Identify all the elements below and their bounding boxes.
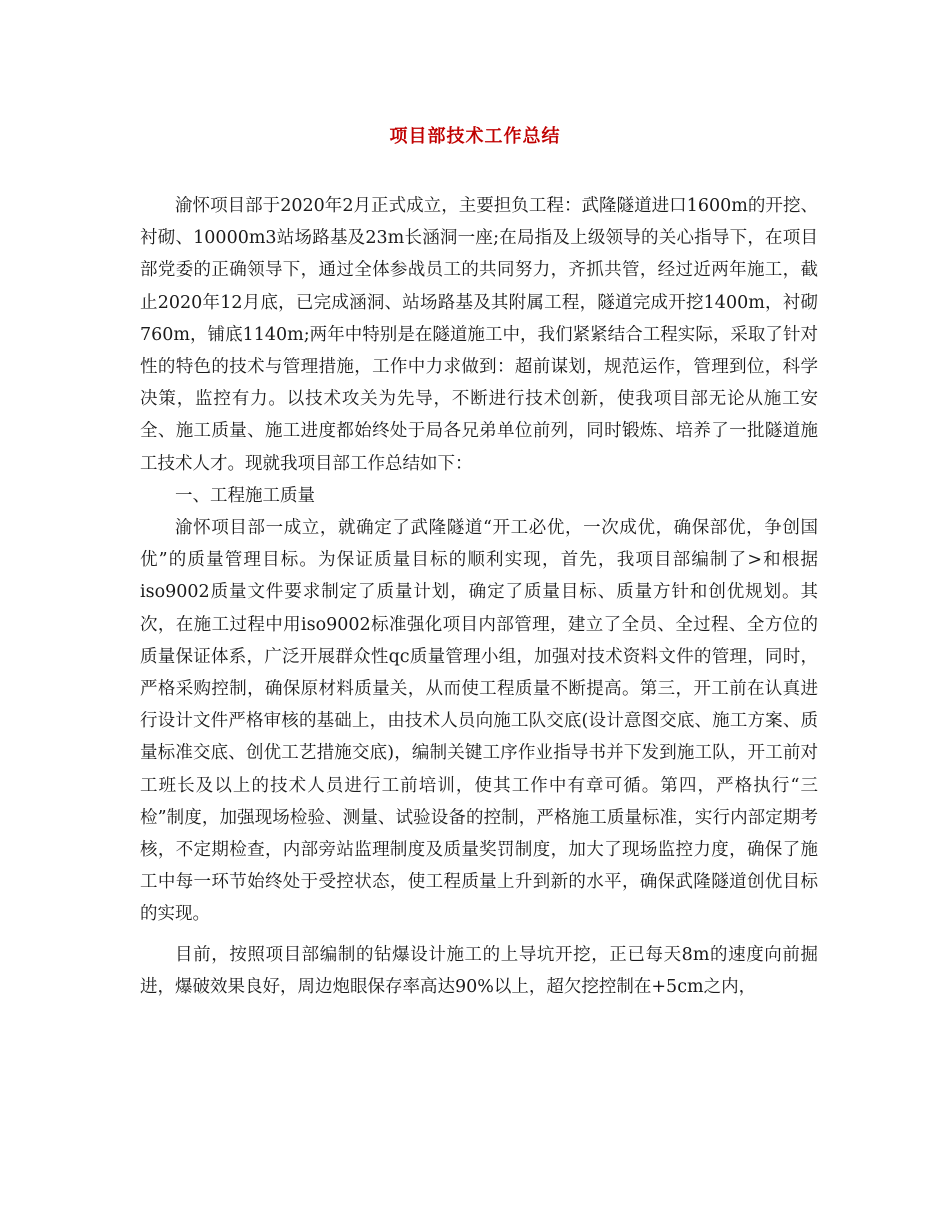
paragraph-intro: 渝怀项目部于2020年2月正式成立，主要担负工程：武隆隧道进口1600m的开挖、衬砌、10000m3站场路基及23m长涵洞一座;在局指及上级领导的关心指导下，在项目部党委的正确领导下，通过全体参战员工的共同努力，齐抓共管，经过近两年施工，截止2020年12月底，已完成涵洞、站场路基及其附属工程，隧道完成开挖1400m，衬砌760m，铺底1140m;两年中特别是在隧道施工中，我们紧紧结合工程实际，采取了针对性的特色的技术与管理措施，工作中力求做到：超前谋划，规范运作，管理到位，科学决策，监控有力。以技术攻关为先导，不断进行技术创新，使我项目部无论从施工安全、施工质量、施工进度都始终处于局各兄弟单位前列，同时锻炼、培养了一批隧道施工技术人才。现就我项目部工作总结如下： [140, 196, 818, 474]
paragraph-progress: 目前，按照项目部编制的钻爆设计施工的上导坑开挖，正已每天8m的速度向前掘进，爆破效果良好，周边炮眼保存率高达90%以上，超欠挖控制在+5cm之内， [140, 944, 818, 997]
section-heading-quality: 一、工程施工质量 [175, 485, 315, 506]
document-title: 项目部技术工作总结 [389, 126, 561, 147]
document-body [140, 190, 818, 1003]
paragraph-quality: 渝怀项目部一成立，就确定了武隆隧道“开工必优，一次成优，确保部优，争创国优”的质量管理目标。为保证质量目标的顺利实现，首先，我项目部编制了>和根据iso9002质量文件要求制定了质量计划，确定了质量目标、质量方针和创优规划。其次，在施工过程中用iso9002标准强化项目内部管理，建立了全员、全过程、全方位的质量保证体系，广泛开展群众性qc质量管理小组，加强对技术资料文件的管理，同时，严格采购控制，确保原材料质量关，从而使工程质量不断提高。第三，开工前在认真进行设计文件严格审核的基础上，由技术人员向施工队交底(设计意图交底、施工方案、质量标准交底、创优工艺措施交底)，编制关键工序作业指导书并下发到施工队，开工前对工班长及以上的技术人员进行工前培训，使其工作中有章可循。第四，严格执行“三检”制度，加强现场检验、测量、试验设备的控制，严格施工质量标准，实行内部定期考核，不定期检查，内部旁站监理制度及质量奖罚制度，加大了现场监控力度，确保了施工中每一环节始终处于受控状态，使工程质量上升到新的水平，确保武隆隧道创优目标的实现。 [140, 518, 818, 925]
